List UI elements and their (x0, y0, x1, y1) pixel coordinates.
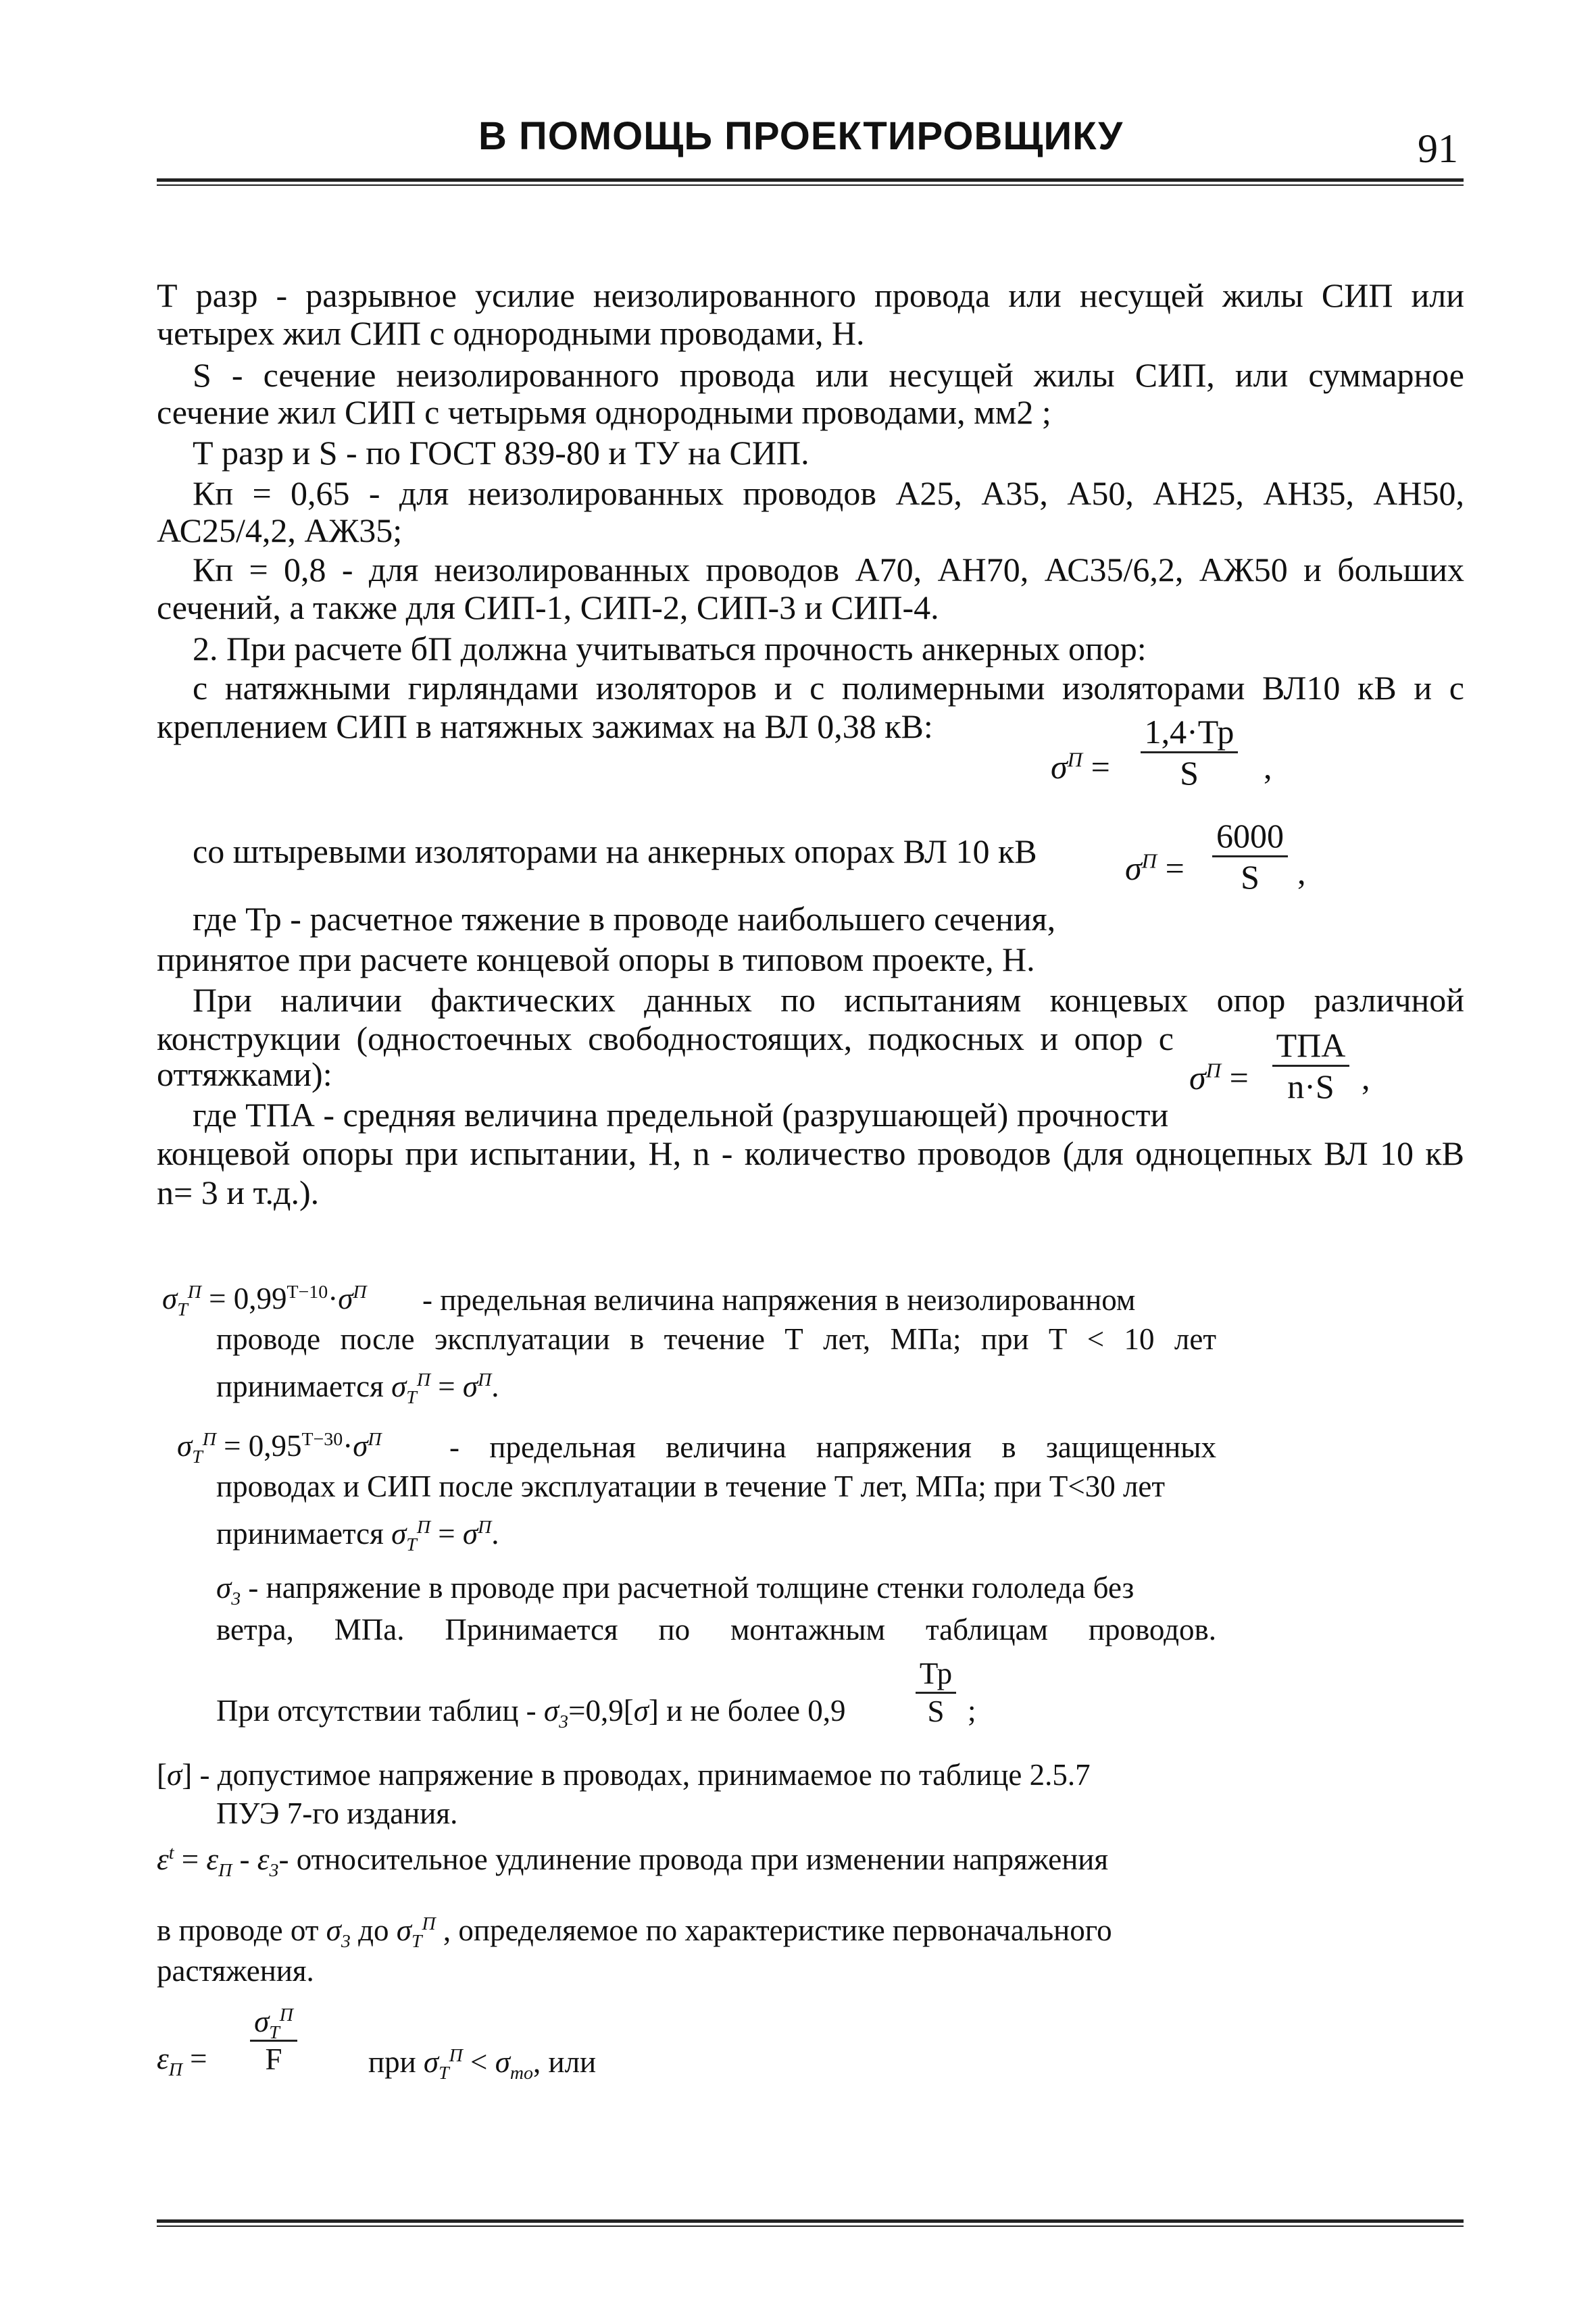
formula2-numerator: 6000 (1212, 819, 1288, 857)
exp-t10: Т−10 (286, 1282, 328, 1303)
page-header-title: В ПОМОЩЬ ПРОЕКТИРОВЩИКУ (478, 114, 1124, 158)
footer-rule (157, 2219, 1464, 2223)
def-s: S - сечение неизолированного провода или несущей жилы СИП, или суммарное (193, 356, 1464, 394)
def-t-razr: Т разр - разрывное усилие неизолированного провода или несущей жилы СИП или (157, 276, 1464, 314)
coef-095: 0,95 (248, 1429, 302, 1463)
formula1-denominator: S (1180, 754, 1199, 792)
item2-line10: где ТПА - средняя величина предельной (разрушающей) прочности (193, 1096, 1169, 1134)
formula3-fraction (1264, 1028, 1358, 1103)
footer-rule-thin (157, 2225, 1464, 2227)
item2-line7: При наличии фактических данных по испытаниям концевых опор различной (193, 981, 1464, 1019)
formula2-denominator: S (1241, 858, 1260, 896)
page-number: 91 (1418, 126, 1458, 171)
formula3-numerator: ТПА (1272, 1028, 1350, 1067)
exp-t30: Т−30 (301, 1429, 343, 1450)
def-kp-065: Кп = 0,65 - для неизолированных проводов А25, А35, А50, АН25, АН35, АН50, (193, 474, 1464, 512)
header-rule (157, 178, 1464, 182)
epsilon-denominator: F (265, 2042, 282, 2076)
formula1-comma: , (1264, 748, 1272, 786)
epsilon-condition: при $\sigma_T^П < \sigma_{то}$, или (368, 2045, 597, 2084)
sigma-3-no-tables: При отсутствии таблиц - $\sigma_3=0,9[\sigma]$ и не более 0,9 (216, 1694, 846, 1732)
allowable-stress-def-2: ПУЭ 7-го издания. (216, 1796, 458, 1830)
sigma-t-099-desc-2: проводе после эксплуатации в течение Т лет, МПа; при Т < 10 лет (216, 1322, 1216, 1356)
formula3-lhs: $\sigma^П$ = (1189, 1058, 1249, 1097)
sigma-t-095-desc-2: проводах и СИП после эксплуатации в течение Т лет, МПа; при Т<30 лет (216, 1469, 1166, 1503)
formula1-numerator: 1,4·Тр (1141, 715, 1239, 753)
sigma-t-099-accept: принимается $\sigma_T^П = \sigma^П$. (216, 1369, 499, 1408)
header-rule-thin (157, 184, 1464, 186)
item2-line8: конструкции (одностоечных свободностоящих, подкосных и опор с (157, 1020, 1174, 1057)
formula1-lhs: $\sigma^П$ = (1051, 747, 1110, 786)
formula3-denominator: n·S (1287, 1067, 1335, 1105)
sigma-3-fraction (909, 1659, 963, 1727)
epsilon-numerator: $\sigma_T^П$ (250, 2007, 297, 2042)
epsilon-def: $\varepsilon^t = \varepsilon_П - \varepsilon_3-$ относительное удлинение провода при изменении напряжения (157, 1842, 1109, 1881)
def-gost: Т разр и S - по ГОСТ 839-80 и ТУ на СИП. (193, 434, 809, 472)
item2-line2: с натяжными гирляндами изоляторов и с полимерными изоляторами ВЛ10 кВ и с (193, 669, 1464, 707)
item2-line5: где Тр - расчетное тяжение в проводе наибольшего сечения, (193, 900, 1056, 938)
sigma-3-denominator: S (927, 1694, 945, 1728)
item2-line6: принятое при расчете концевой опоры в типовом проекте, Н. (157, 940, 1035, 978)
sigma-3-def: $\sigma_3$ - напряжение в проводе при расчетной толщине стенки гололеда без (216, 1571, 1134, 1609)
epsilon-def-3: растяжения. (157, 1954, 314, 1988)
sigma-t-095-formula: $\sigma_T^П = 0,95^{Т-30}\cdot\sigma^П$ (177, 1429, 382, 1467)
def-kp-065-cont: АС25/4,2, АЖ35; (157, 511, 403, 549)
sigma-t-095-desc: - предельная величина напряжения в защищенных (449, 1430, 1216, 1464)
formula2-comma: , (1297, 853, 1306, 891)
epsilon-formula-lhs: $\varepsilon_П$ = (157, 2042, 207, 2080)
item2-line4: со штыревыми изоляторами на анкерных опорах ВЛ 10 кВ (193, 832, 1037, 870)
def-s-cont: сечение жил СИП с четырьмя однородными проводами, мм2 ; (157, 393, 1051, 431)
item2-line3: креплением СИП в натяжных зажимах на ВЛ 0,38 кВ: (157, 707, 933, 745)
sigma-t-099-formula: $\sigma_T^П = 0,99^{Т-10}\cdot\sigma^П$ (162, 1282, 367, 1320)
sigma-3-numerator: Тр (916, 1659, 956, 1694)
def-t-razr-cont: четырех жил СИП с однородными проводами, Н. (157, 314, 865, 352)
epsilon-def-2: в проводе от $\sigma_3$ до $\sigma_T^П$ , определяемое по характеристике первоначального (157, 1913, 1112, 1952)
epsilon-fraction (240, 2007, 307, 2075)
item2-line12: n= 3 и т.д.). (157, 1174, 320, 1211)
item2-intro: 2. При расчете бП должна учитываться прочность анкерных опор: (193, 630, 1147, 668)
sigma-t-095-accept: принимается $\sigma_T^П = \sigma^П$. (216, 1517, 499, 1555)
def-kp-08-cont: сечений, а также для СИП-1, СИП-2, СИП-3 и СИП-4. (157, 588, 939, 626)
sigma-3-semicolon: ; (968, 1694, 976, 1728)
item2-line9: оттяжками): (157, 1055, 332, 1093)
item2-line11: концевой опоры при испытании, Н, n - количество проводов (для одноцепных ВЛ 10 кВ (157, 1134, 1464, 1172)
sigma-t-099-desc: - предельная величина напряжения в неизолированном (422, 1283, 1136, 1317)
formula3-comma: , (1362, 1059, 1370, 1097)
formula1-fraction (1118, 715, 1260, 790)
def-kp-08: Кп = 0,8 - для неизолированных проводов А70, АН70, АС35/6,2, АЖ50 и больших (193, 551, 1464, 588)
sigma-3-def-2: ветра, МПа. Принимается по монтажным таблицам проводов. (216, 1613, 1216, 1646)
coef-099: 0,99 (233, 1282, 287, 1315)
formula2-lhs: $\sigma^П$ = (1125, 849, 1184, 887)
allowable-stress-def: [σ] - допустимое напряжение в проводах, принимаемое по таблице 2.5.7 (157, 1758, 1091, 1792)
formula2-fraction (1206, 819, 1294, 894)
